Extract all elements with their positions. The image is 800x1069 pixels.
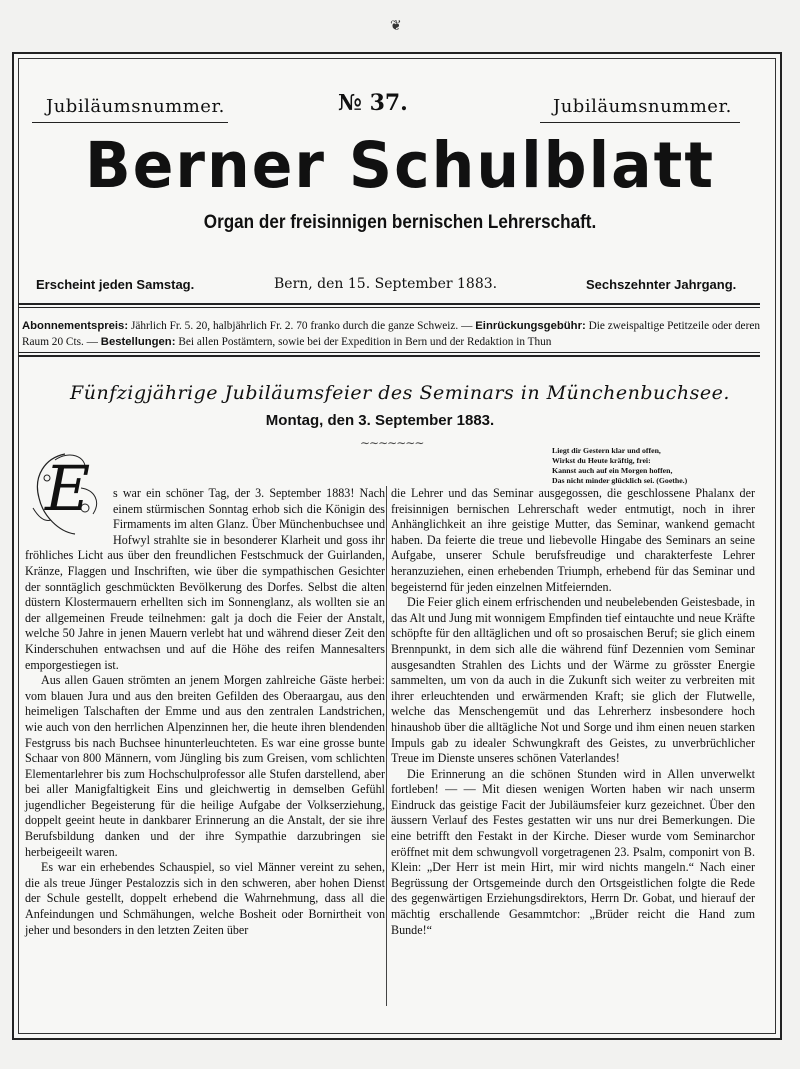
top-ornament: ❦	[390, 18, 402, 34]
jubilee-label-left: Jubiläumsnummer.	[46, 96, 225, 117]
rule-mid-b	[18, 355, 760, 357]
paragraph: Die Erinnerung an die schönen Stunden wird in Allen unverwelkt fortleben! — — Mit diesen wenigen Worten haben wir nach unserm Eindruck das geistige Facit der Jubiläumsfeier kurz gezeichnet. Über den äussern Verlauf des Festes gestatten wir uns nur drei Bemerkungen. Die eine betrifft den Festakt in der Kirche. Dieser wurde vom Seminarchor eröffnet mit dem schwungvoll vorgetragenen 23. Psalm, componirt von B. Klein: „Der Herr ist mein Hirt, mir wird nichts mangeln.“ Nach einer Begrüssung der Ortsgemeinde durch den Ortsgeistlichen folgte die Rede des gegenwärtigen Erziehungsdirektors, Herrn Dr. Gobat, und hierauf der mächtig erschallende Gesammtchor: „Brüder reicht die Hand zum Bunde!“	[391, 766, 755, 937]
quote-line: Das nicht minder glücklich sei. (Goethe.)	[552, 476, 688, 485]
rule-mid-a	[18, 352, 760, 353]
column-divider	[386, 486, 387, 1006]
issue-number: № 37.	[338, 90, 408, 116]
article-heading: Fünfzigjährige Jubiläumsfeier des Seminars in Münchenbuchsee.	[70, 382, 730, 404]
volume-year: Sechszehnter Jahrgang.	[586, 277, 737, 292]
quote-line: Kannst auch auf ein Morgen hoffen,	[552, 466, 673, 475]
masthead-subtitle: Organ der freisinnigen bernischen Lehrerschaft.	[203, 212, 597, 233]
jubilee-underline-left	[32, 122, 228, 123]
paragraph: Die Feier glich einem erfrischenden und neubelebenden Geistesbade, in das Alt und Jung mit wonnigem Empfinden tief eintauchte und neue Kräfte schöpfte für den alltäglichen und oft so prosaischen Beruf; sie glich einem Brennpunkt, in dem sich alle die während fünf Dezennien vom Seminar ausgesandten Strahlen des Lichts und der Wärme zu grösster Energie sammelten, um von da auch in die Zukunft sich weiter zu verbreiten mit ihrer erleuchtenden und erwärmenden Kraft; sie glich der Flutwelle, welche das Menschengemüt und das Lehrerherz insbesondere hoch hinaushob über die alltägliche Not und Sorge und ihm einen neuen starken Impuls gab zu idealer Schwungkraft des Geistes, zu unverbrüchlicher Treue im Dienste unseres schönen Vaterlandes!	[391, 595, 755, 766]
quote-line: Wirkst du Heute kräftig, frei:	[552, 456, 651, 465]
ein-label: Einrückungsgebühr:	[475, 320, 586, 332]
abo-label: Abonnementspreis:	[22, 320, 129, 332]
rule-top-double-b	[18, 307, 760, 308]
epigraph-quote	[552, 446, 752, 486]
article-column-left	[25, 452, 385, 938]
dropcap-letter: E	[45, 452, 91, 525]
ornamental-dropcap	[25, 448, 107, 540]
paragraph: die Lehrer und das Seminar ausgegossen, die geschlossene Phalanx der freisinnigen bernischen Lehrerschaft weder entmutigt, noch in ihrer Anhänglichkeit an ihre geistige Mutter, das Seminar, wankend gemacht haben. Da feierte die treue und liebevolle Hingabe des Seminars an seine Aufgabe, unserer Schule berufsfreudige und charakterfeste Lehrer heranzuziehen, einen erhebenden Triumph, erhebend für das Seminar und begeisternd für jeden einzelnen Mitfeiernden.	[391, 486, 755, 594]
publication-frequency: Erscheint jeden Samstag.	[36, 277, 195, 292]
paragraph: E s war ein schöner Tag, der 3. September 1883! Nach einem stürmischen Sonntag erhob sich die Königin des Firmaments im alten Glanz. Über Münchenbuchsee und Hofwyl strahlte sie in besonderer Klarheit und goss ihr fröhliches Licht aus über den freundlichen Festschmuck der Guirlanden, Kränze, Flaggen und Inschriften, wie über die sympathischen Gesichter der sonntäglich geschmückten Bevölkerung des Dorfes. Selbst die alten düstern Klostermauern erhellten sich im Sonnenglanz, als wollten sie an der allgemeinen Freude teilnehmen: galt ja doch die Feier der Anstalt, welche 50 Jahre in jenen Mauern verlebt hat und während dieser Zeit den Kinderschuhen entwachsen und auf die Höhe des reifen Mannesalters emporgestiegen ist.	[25, 486, 385, 673]
issue-date: Bern, den 15. September 1883.	[274, 276, 498, 292]
rule-top-double-a	[18, 303, 760, 305]
paragraph: Aus allen Gauen strömten an jenem Morgen zahlreiche Gäste herbei: vom blauen Jura und aus den breiten Gefilden des Oberaargau, aus den heimeligen Talschaften der Emme und aus den zentralen Landstrichen, wie auch von den herrlichen Alpenzinnen her, die heute ihren blendenden Festgruss bis nach Buchsee hinunterleuchteten. Es war eine grosse bunte Schaar von 800 Männern, vom Jüngling bis zum Greisen, vom schlichten Elementarlehrer bis zum Hochschulprofessor alle Stufen darstellend, aber bei aller Manigfaltigkeit Eins und gleichwertig in demselben Gefühl jugendlicher Begeisterung für die heilige Aufgabe der Volkserziehung, doppelt geeint heute in dankbarer Erinnerung an die Anstalt, der sie ihre Berufsbildung danken und der ihre Sympathie darzubringen sie herbeigeeilt waren.	[25, 673, 385, 859]
abo-text: Jährlich Fr. 5. 20, halbjährlich Fr. 2. 70 franko durch die ganze Schweiz. —	[130, 320, 473, 332]
best-text: Bei allen Postämtern, sowie bei der Expedition in Bern und der Redaktion in Thun	[178, 336, 552, 348]
article-date: Montag, den 3. September 1883.	[265, 412, 495, 429]
article-column-right	[391, 486, 755, 938]
jubilee-label-right: Jubiläumsnummer.	[553, 96, 732, 117]
masthead-title: Berner Schulblatt	[84, 129, 716, 203]
ein-text: Die zweispaltige Petitzeile oder deren Raum 20 Cts. —	[22, 320, 760, 348]
decorative-squiggle: ∼∼∼∼∼∼∼	[360, 436, 424, 450]
best-label: Bestellungen:	[100, 336, 176, 348]
quote-attribution: (Goethe.)	[656, 476, 688, 485]
jubilee-underline-right	[540, 122, 740, 123]
paragraph: Es war ein erhebendes Schauspiel, so viel Männer vereint zu sehen, die als treue Jünger Pestalozzis sich in den schweren, aber hohen Dienst der Schule gestellt, doppelt erhebend die Wahrnehmung, dass all die Anfeindungen und Schmähungen, welche Bosheit oder Bornirtheit von jeher und besonders in den letzten Zeiten über	[25, 860, 385, 937]
subscription-info	[22, 318, 760, 350]
quote-line: Liegt dir Gestern klar und offen,	[552, 446, 661, 455]
